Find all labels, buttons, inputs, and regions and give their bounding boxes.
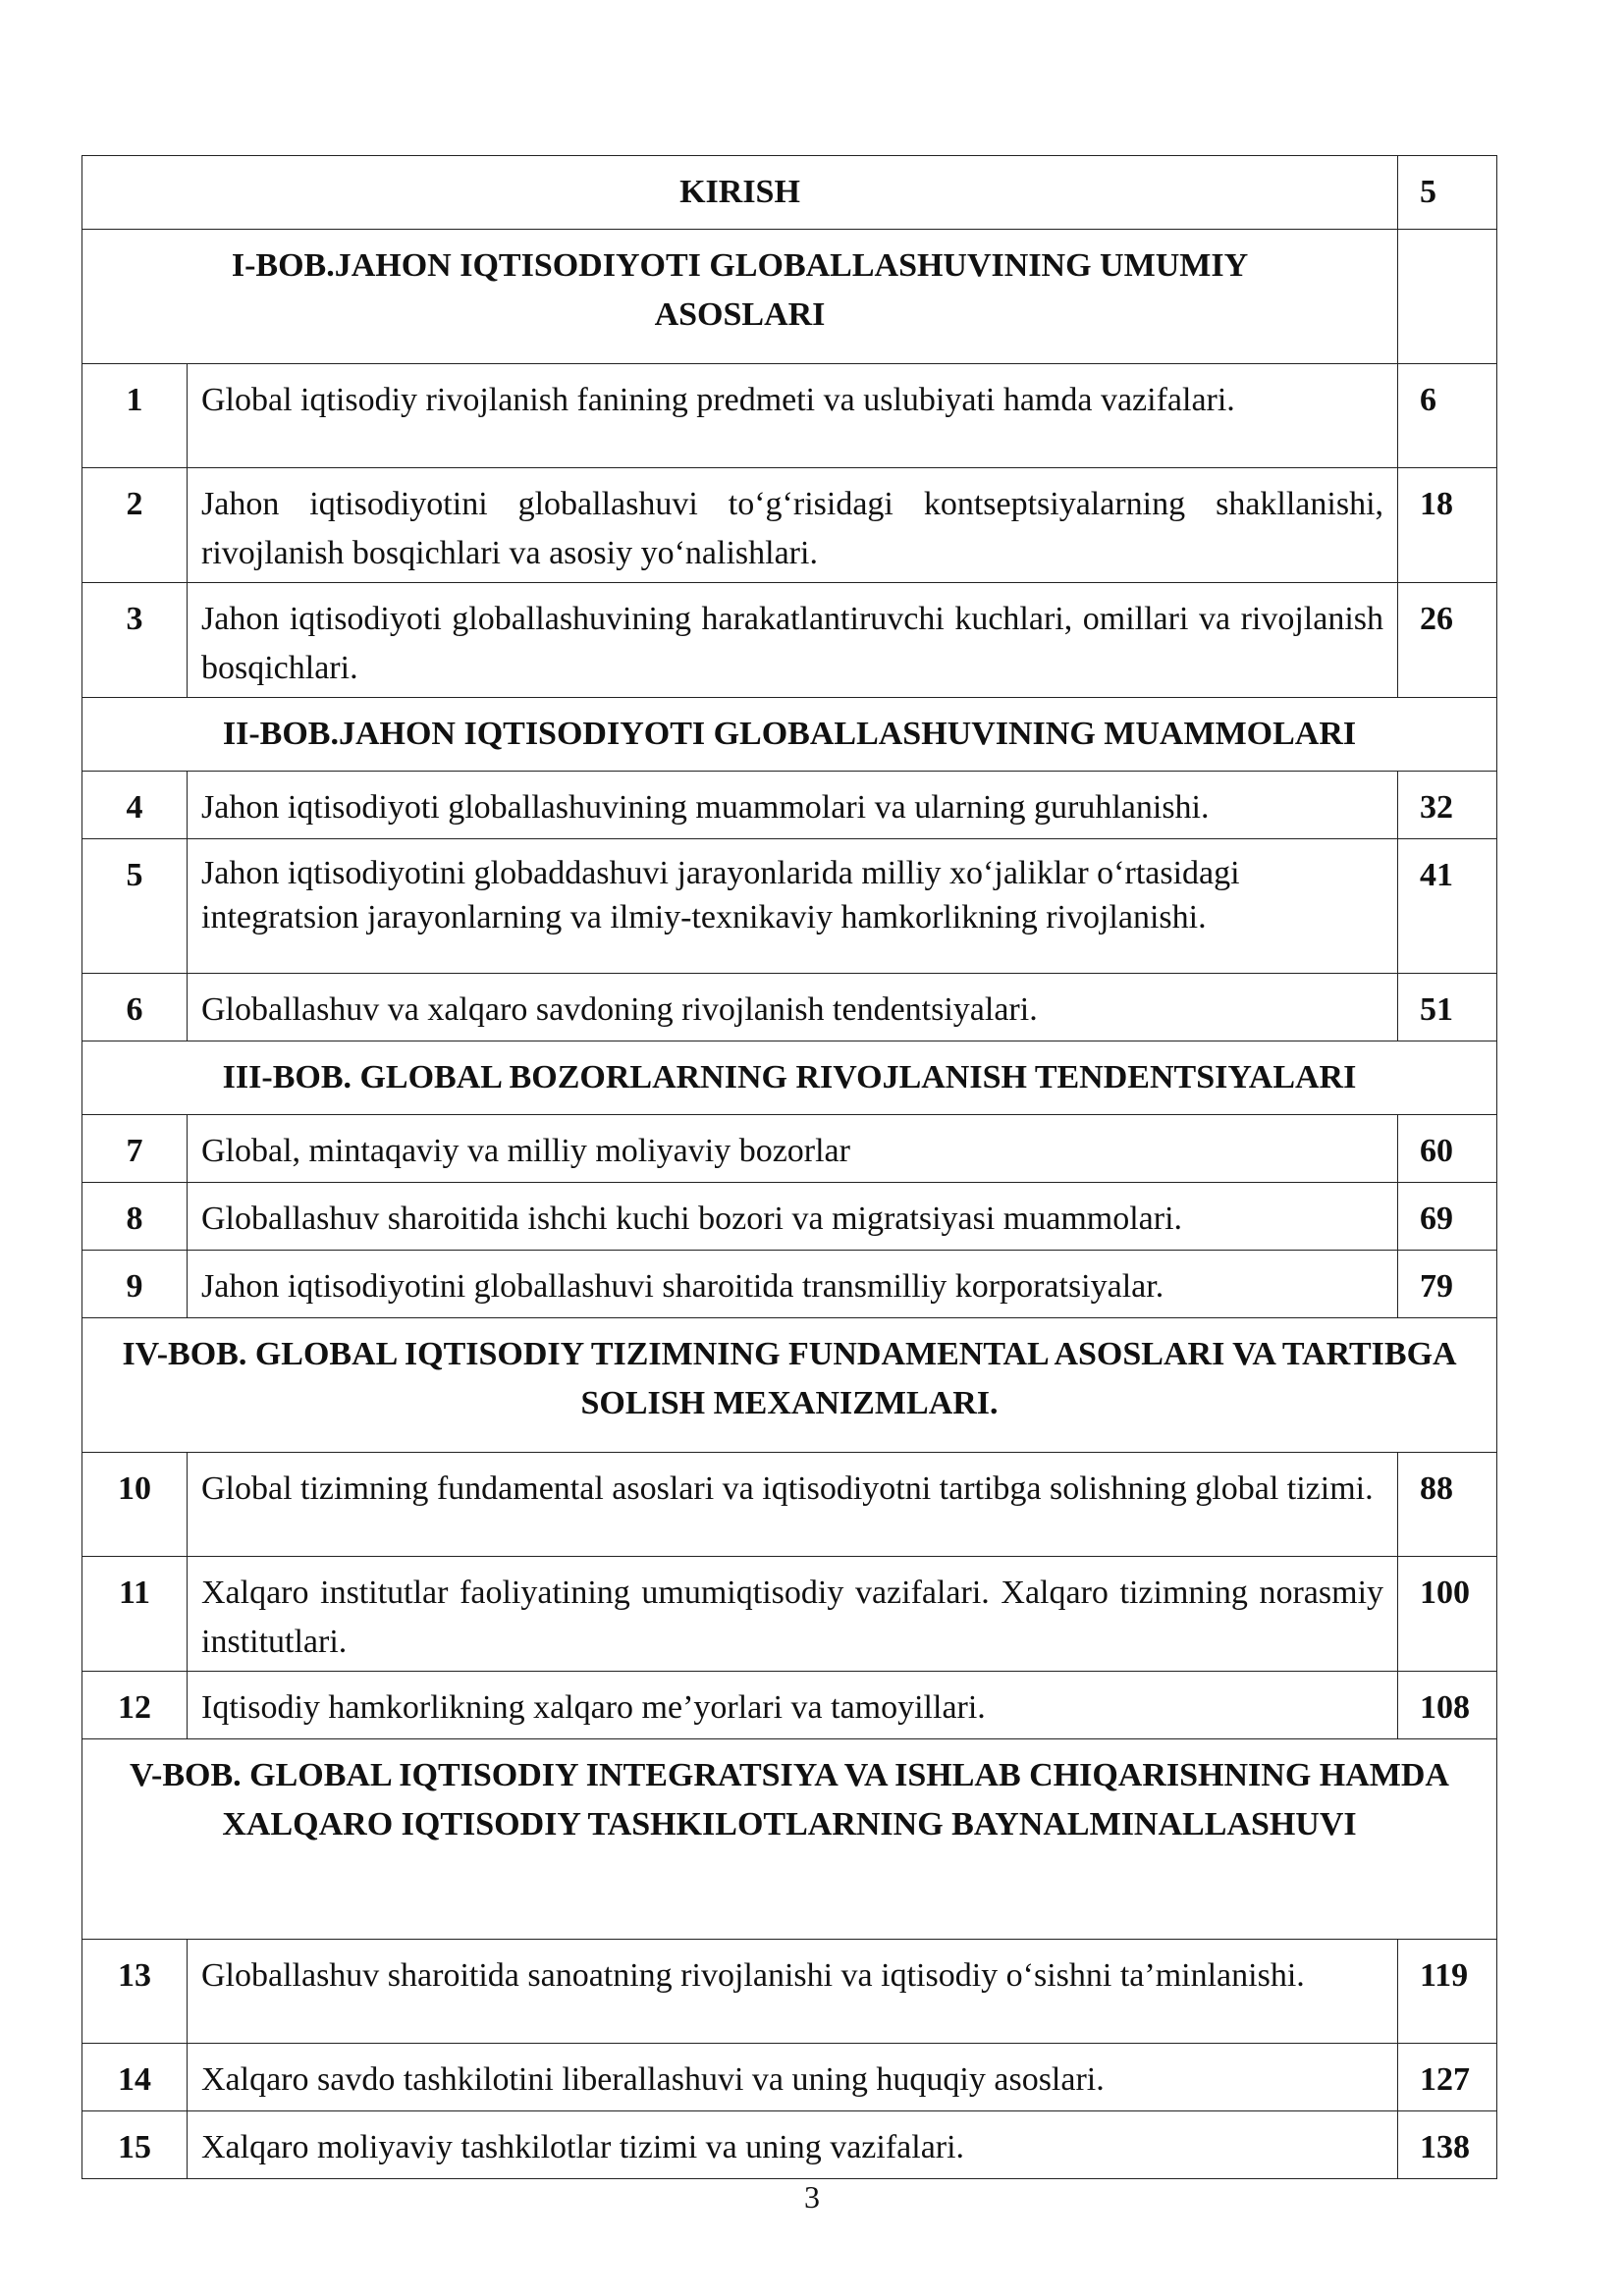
chapter-title: II-BOB.JAHON IQTISODIYOTI GLOBALLASHUVINING MUAMMOLARI bbox=[82, 698, 1497, 772]
topic-number: 5 bbox=[82, 839, 188, 974]
topic-title: Jahon iqtisodiyoti globallashuvining muammolari va ularning guruhlanishi. bbox=[188, 772, 1398, 839]
chapter-row bbox=[82, 1318, 1497, 1453]
topic-row bbox=[82, 1672, 1497, 1739]
topic-row bbox=[82, 364, 1497, 468]
topic-title: Jahon iqtisodiyotini globallashuvi sharoitida transmilliy korporatsiyalar. bbox=[188, 1251, 1398, 1318]
topic-page: 108 bbox=[1398, 1672, 1497, 1739]
chapter-title: IV-BOB. GLOBAL IQTISODIY TIZIMNING FUNDAMENTAL ASOSLARI VA TARTIBGA SOLISH MEXANIZMLARI. bbox=[82, 1318, 1497, 1453]
topic-page: 60 bbox=[1398, 1115, 1497, 1183]
topic-title: Globallashuv va xalqaro savdoning rivojlanish tendentsiyalari. bbox=[188, 974, 1398, 1041]
topic-title: Jahon iqtisodiyotini globallashuvi to‘g‘risidagi kontseptsiyalarning shakllanishi, rivojlanish bosqichlari va asosiy yo‘nalishlari. bbox=[188, 468, 1398, 583]
topic-title: Globallashuv sharoitida ishchi kuchi bozori va migratsiyasi muammolari. bbox=[188, 1183, 1398, 1251]
topic-page: 119 bbox=[1398, 1940, 1497, 2044]
topic-number: 6 bbox=[82, 974, 188, 1041]
topic-title: Jahon iqtisodiyotini globaddashuvi jarayonlarida milliy xo‘jaliklar o‘rtasidagi integratsion jarayonlarning va ilmiy-texnikaviy hamkorlikning rivojlanishi. bbox=[188, 839, 1398, 974]
topic-row bbox=[82, 974, 1497, 1041]
chapter-row bbox=[82, 230, 1497, 364]
topic-number: 13 bbox=[82, 1940, 188, 2044]
topic-row bbox=[82, 1183, 1497, 1251]
topic-title: Xalqaro institutlar faoliyatining umumiqtisodiy vazifalari. Xalqaro tizimning norasmiy institutlari. bbox=[188, 1557, 1398, 1672]
topic-title: Xalqaro moliyaviy tashkilotlar tizimi va uning vazifalari. bbox=[188, 2111, 1398, 2179]
table-of-contents bbox=[81, 155, 1497, 2179]
chapter-title: V-BOB. GLOBAL IQTISODIY INTEGRATSIYA VA ISHLAB CHIQARISHNING HAMDA XALQARO IQTISODIY TASHKILOTLARNING BAYNALMINALLASHUVI bbox=[82, 1739, 1497, 1940]
topic-number: 14 bbox=[82, 2044, 188, 2111]
intro-title: KIRISH bbox=[82, 156, 1398, 230]
topic-page: 88 bbox=[1398, 1453, 1497, 1557]
topic-page: 69 bbox=[1398, 1183, 1497, 1251]
topic-row bbox=[82, 1453, 1497, 1557]
topic-title: Global iqtisodiy rivojlanish fanining predmeti va uslubiyati hamda vazifalari. bbox=[188, 364, 1398, 468]
topic-number: 12 bbox=[82, 1672, 188, 1739]
topic-page: 138 bbox=[1398, 2111, 1497, 2179]
topic-title: Jahon iqtisodiyoti globallashuvining harakatlantiruvchi kuchlari, omillari va rivojlanish bosqichlari. bbox=[188, 583, 1398, 698]
topic-page: 26 bbox=[1398, 583, 1497, 698]
chapter-title: I-BOB.JAHON IQTISODIYOTI GLOBALLASHUVINING UMUMIY ASOSLARI bbox=[82, 230, 1398, 364]
topic-page: 79 bbox=[1398, 1251, 1497, 1318]
intro-row bbox=[82, 156, 1497, 230]
topic-row bbox=[82, 1251, 1497, 1318]
topic-title: Global tizimning fundamental asoslari va iqtisodiyotni tartibga solishning global tizimi. bbox=[188, 1453, 1398, 1557]
topic-number: 4 bbox=[82, 772, 188, 839]
topic-title: Iqtisodiy hamkorlikning xalqaro me’yorlari va tamoyillari. bbox=[188, 1672, 1398, 1739]
topic-row bbox=[82, 839, 1497, 974]
topic-number: 11 bbox=[82, 1557, 188, 1672]
topic-row bbox=[82, 2044, 1497, 2111]
topic-number: 2 bbox=[82, 468, 188, 583]
topic-number: 1 bbox=[82, 364, 188, 468]
topic-number: 7 bbox=[82, 1115, 188, 1183]
topic-page: 51 bbox=[1398, 974, 1497, 1041]
topic-page: 6 bbox=[1398, 364, 1497, 468]
topic-row bbox=[82, 1557, 1497, 1672]
topic-page: 127 bbox=[1398, 2044, 1497, 2111]
chapter-page-empty bbox=[1398, 230, 1497, 364]
topic-page: 32 bbox=[1398, 772, 1497, 839]
chapter-row bbox=[82, 1041, 1497, 1115]
topic-title: Global, mintaqaviy va milliy moliyaviy bozorlar bbox=[188, 1115, 1398, 1183]
chapter-title: III-BOB. GLOBAL BOZORLARNING RIVOJLANISH TENDENTSIYALARI bbox=[82, 1041, 1497, 1115]
topic-title: Globallashuv sharoitida sanoatning rivojlanishi va iqtisodiy o‘sishni ta’minlanishi. bbox=[188, 1940, 1398, 2044]
chapter-row bbox=[82, 1739, 1497, 1940]
page-number: 3 bbox=[804, 2179, 820, 2215]
chapter-row bbox=[82, 698, 1497, 772]
topic-number: 10 bbox=[82, 1453, 188, 1557]
topic-number: 8 bbox=[82, 1183, 188, 1251]
topic-title: Xalqaro savdo tashkilotini liberallashuvi va uning huquqiy asoslari. bbox=[188, 2044, 1398, 2111]
topic-row bbox=[82, 772, 1497, 839]
topic-row bbox=[82, 583, 1497, 698]
topic-number: 3 bbox=[82, 583, 188, 698]
topic-row bbox=[82, 2111, 1497, 2179]
intro-page: 5 bbox=[1398, 156, 1497, 230]
topic-page: 100 bbox=[1398, 1557, 1497, 1672]
topic-row bbox=[82, 468, 1497, 583]
topic-number: 9 bbox=[82, 1251, 188, 1318]
topic-page: 18 bbox=[1398, 468, 1497, 583]
topic-row bbox=[82, 1940, 1497, 2044]
topic-row bbox=[82, 1115, 1497, 1183]
topic-page: 41 bbox=[1398, 839, 1497, 974]
topic-number: 15 bbox=[82, 2111, 188, 2179]
